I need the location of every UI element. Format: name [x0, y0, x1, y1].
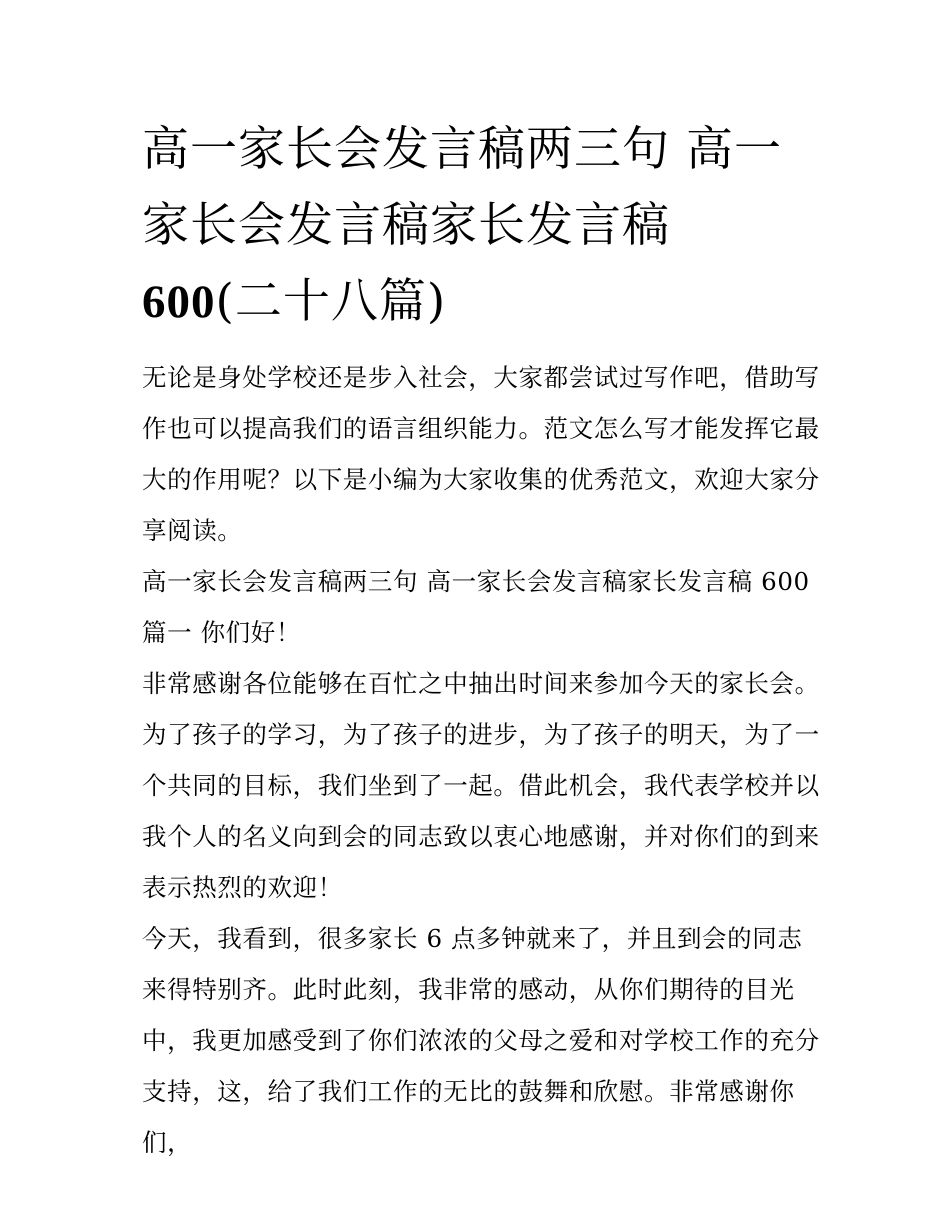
section-heading: 高一家长会发言稿两三句 高一家长会发言稿家长发言稿 600 篇一 你们好！ [142, 567, 810, 647]
title-number: 600 [142, 276, 216, 328]
intro-paragraph: 无论是身处学校还是步入社会，大家都尝试过写作吧，借助写作也可以提高我们的语言组织能力。范文怎么写才能发挥它最大的作用呢？以下是小编为大家收集的优秀范文，欢迎大家分享阅读。 [142, 363, 820, 545]
title-text: 高一家长会发言稿两三句 高一家长会发言稿家长发言稿 [142, 122, 782, 253]
document-title [142, 112, 822, 340]
document-content [142, 112, 822, 1168]
title-suffix: (二十八篇) [215, 274, 447, 329]
body-paragraph: 非常感谢各位能够在百忙之中抽出时间来参加今天的家长会。为了孩子的学习，为了孩子的进步，为了孩子的明天，为了一个共同的目标，我们坐到了一起。借此机会，我代表学校并以我个人的名义向到会的同志致以衷心地感谢，并对你们的到来表示热烈的欢迎！ [142, 669, 820, 902]
document-body [142, 352, 822, 1168]
body-paragraph: 今天，我看到，很多家长 6 点多钟就来了，并且到会的同志来得特别齐。此时此刻，我非常的感动，从你们期待的目光中，我更加感受到了你们浓浓的父母之爱和对学校工作的充分支持，这，给了我们工作的无比的鼓舞和欣慰。非常感谢你们， [142, 924, 820, 1157]
